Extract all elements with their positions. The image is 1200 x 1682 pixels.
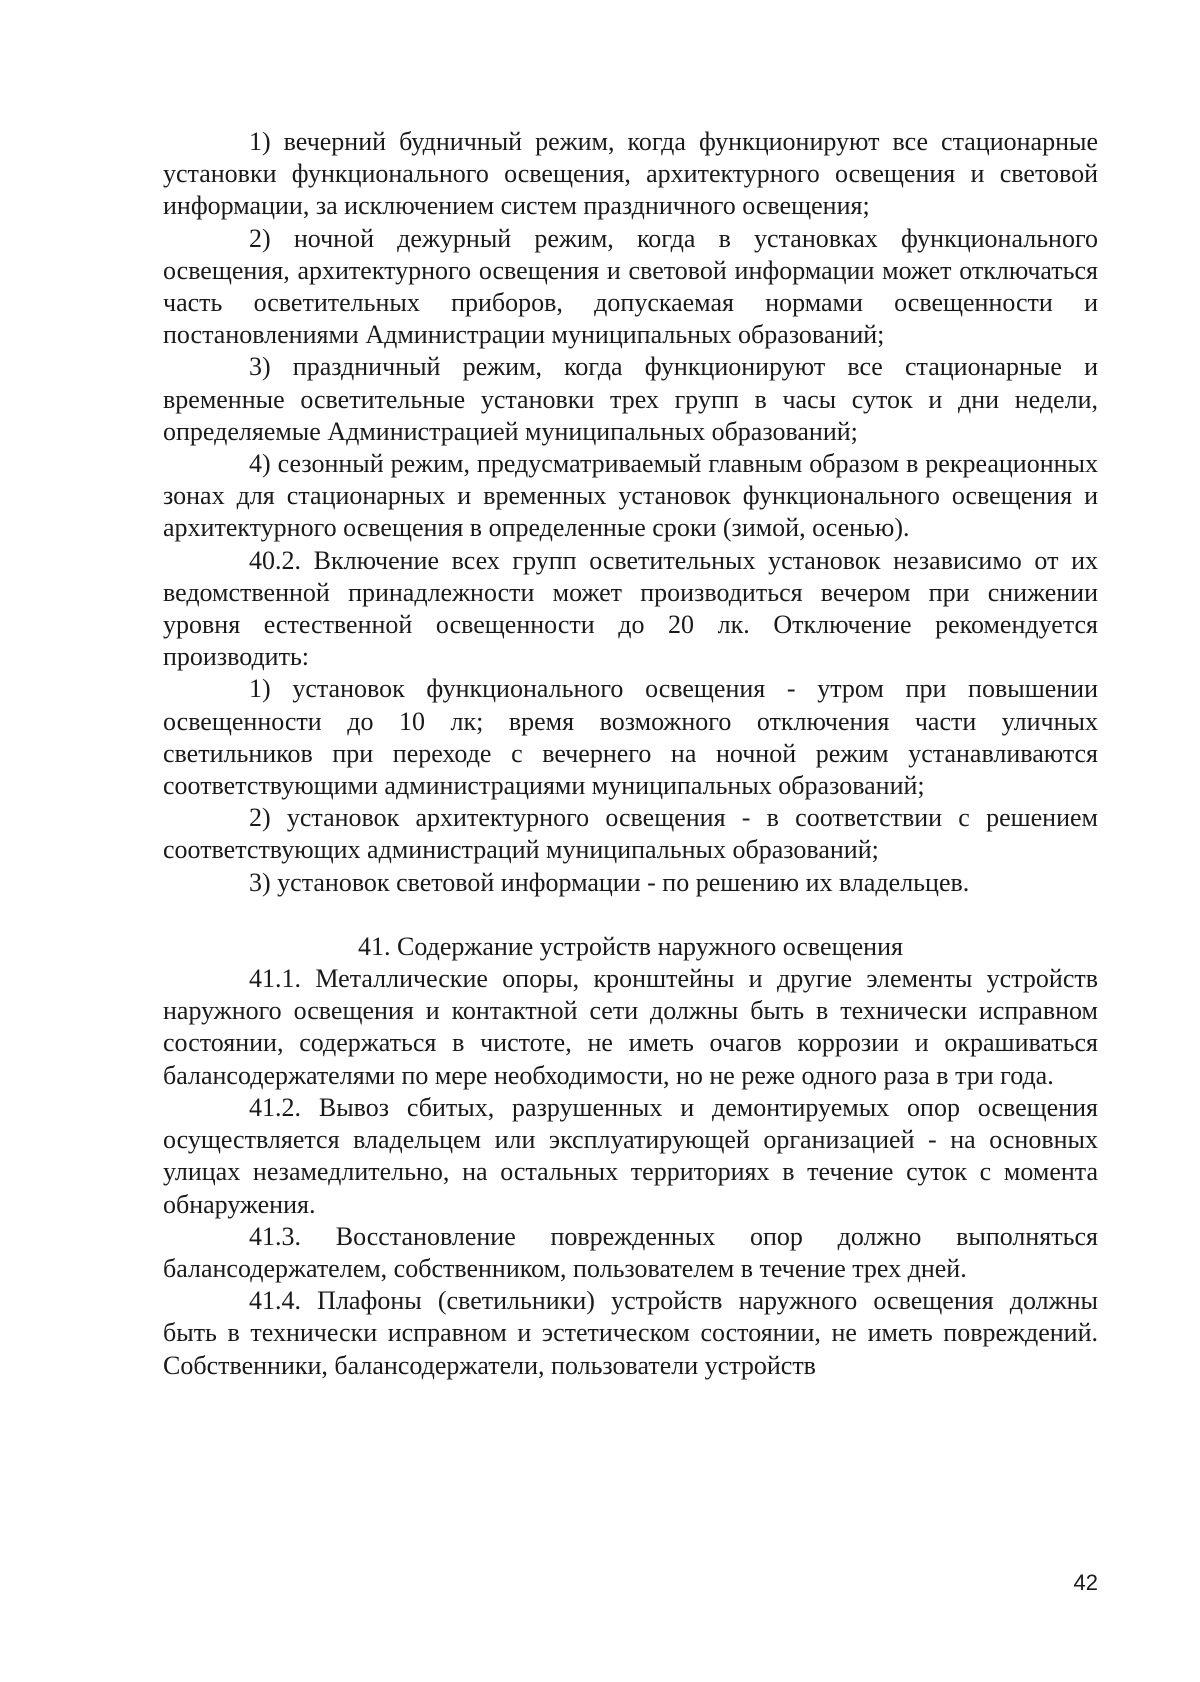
- paragraph-41-3: 41.3. Восстановление поврежденных опор должно выполняться балансодержателем, собственником, пользователем в течение трех дней.: [163, 1221, 1098, 1283]
- paragraph-off-functional: 1) установок функционального освещения - утром при повышении освещенности до 10 лк; время возможного отключения части уличных светильников при переходе с вечернего на ночной режим устанавливаются соответствующими администрациями муниципальных образований;: [163, 674, 1098, 801]
- paragraph-off-information: 3) установок световой информации - по решению их владельцев.: [249, 867, 970, 897]
- paragraph-41-4: 41.4. Плафоны (светильники) устройств наружного освещения должны быть в технически исправном и эстетическом состоянии, не иметь повреждений. Собственники, балансодержатели, пользователи устройств: [163, 1286, 1098, 1380]
- paragraph-41-2: 41.2. Вывоз сбитых, разрушенных и демонтируемых опор освещения осуществляется владельцем или эксплуатирующей организацией - на основных улицах незамедлительно, на остальных территориях в течение суток с момента обнаружения.: [163, 1092, 1098, 1219]
- paragraph-mode-festive: 3) праздничный режим, когда функционируют все стационарные и временные осветительные установки трех групп в часы суток и дни недели, определяемые Администрацией муниципальных образований;: [163, 352, 1098, 446]
- page-number: 42: [1073, 1570, 1098, 1595]
- paragraph-mode-night: 2) ночной дежурный режим, когда в установках функционального освещения, архитектурного освещения и световой информации может отключаться часть осветительных приборов, допускаемая нормами освещенности и постановлениями Администрации муниципальных образований;: [163, 223, 1098, 350]
- paragraph-41-1: 41.1. Металлические опоры, кронштейны и другие элементы устройств наружного освещения и контактной сети должны быть в технически исправном состоянии, содержаться в чистоте, не иметь очагов коррозии и окрашиваться балансодержателями по мере необходимости, но не реже одного раза в три года.: [163, 964, 1098, 1090]
- paragraph-mode-evening: 1) вечерний будничный режим, когда функционируют все стационарные установки функционального освещения, архитектурного освещения и световой информации, за исключением систем праздничного освещения;: [163, 127, 1098, 221]
- paragraph-mode-seasonal: 4) сезонный режим, предусматриваемый главным образом в рекреационных зонах для стационарных и временных установок функционального освещения и архитектурного освещения в определенные сроки (зимой, осенью).: [163, 449, 1098, 543]
- section-heading: 41. Содержание устройств наружного освещения: [358, 931, 903, 961]
- paragraph-off-architectural: 2) установок архитектурного освещения - в соответствии с решением соответствующих администраций муниципальных образований;: [163, 803, 1098, 865]
- paragraph-40-2: 40.2. Включение всех групп осветительных установок независимо от их ведомственной принадлежности может производиться вечером при снижении уровня естественной освещенности до 20 лк. Отключение рекомендуется производить:: [163, 545, 1098, 672]
- page-body: [163, 126, 1098, 1382]
